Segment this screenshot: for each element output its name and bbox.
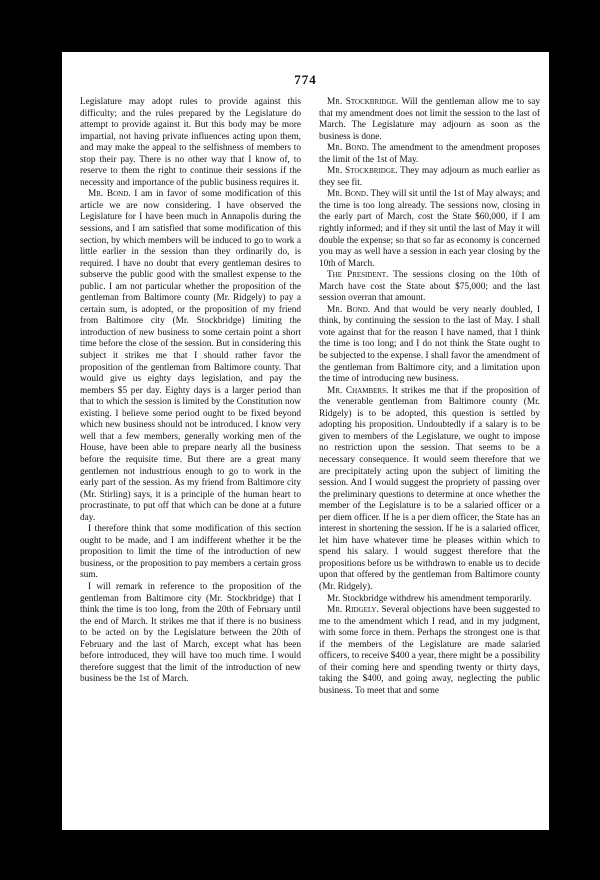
paragraph-text: It strikes me that if the proposition of the venerable gentleman from Baltimore county (Mr. Ridgely) is to be adopted, this question is settled by adopting his proposition. Undoubtedly if a salary is to be given to members of the Legislature, we ought to impose no restriction upon the session. That seems to be a necessary consequence. It would seem therefore that we are precipitately acting upon the subject of limiting the session. And I would suggest the propriety of passing over the preliminary questions to determine at once whether the member of the Legislature is to be a salaried officer or a per diem officer. If he is a per diem officer, the State has an interest in shortening the session. If he is a salaried officer, let him have whatever time he pleases within which to spend his salary. I would suggest therefore that the propositions before us be withdrawn to enable us to decide upon that offered by the gentleman from Baltimore county (Mr. Ridgely). [319, 385, 540, 592]
paragraph [80, 97, 301, 189]
paragraph-text: Legislature may adopt rules to provide against this difficulty; and the rules prepared by the Legislature do attempt to provide against it. But this body may be more impartial, not having private influences acting upon them, and may make the appeal to the selfishness of members to stop their pay. There is no other way that I know of, to reserve to them the right to continue their sessions if the necessity and importance of the public business requires it. [80, 97, 301, 188]
speaker-name: Mr. Stockbridge. [327, 97, 399, 107]
speaker-name: Mr. Chambers. [327, 385, 389, 396]
speaker-name: Mr. Bond. [327, 143, 370, 154]
paragraph [80, 189, 301, 524]
paragraph [319, 386, 540, 594]
paragraph-text: They will sit until the 1st of May always; and the time is too long already. The sessions now, closing in the early part of March, cost the State $60,000, if I am rightly informed; and if they sit until the last of May it will double the expense; so that so far as economy is concerned you may as well have a session in each year closing by the 10th of March. [319, 189, 540, 269]
paragraph [319, 166, 540, 189]
speaker-name: Mr. Bond. [327, 304, 371, 315]
paragraph [80, 582, 301, 686]
paragraph-text: I am in favor of some modification of this article we are now considering. I have observed the Legislature for I have been much in Annapolis during the sessions, and I am satisfied that some modification of this section, by which members will be induced to go to work a little earlier in the session than they ordinarily do, is required. I have no doubt that every gentleman desires to subserve the public good with the smallest expense to the public. I am not particular whether the proposition of the gentleman from Baltimore county (Mr. Ridgely) to pay a certain sum, is adopted, or the proposition of my friend from Baltimore city (Mr. Stockbridge) limiting the introduction of new business to some certain point a short time before the close of the session. But in considering this subject it strikes me that I should rather favor the proposition of the gentleman from Baltimore county. That would give us eighty days legislation, and pay the members $5 per day. Eighty days is a larger period than that to which the session is limited by the Constitution now existing. I believe some period ought to be fixed beyond which new business should not be introduced. I know very well that a few members, generally working men of the House, have been able to prepare nearly all the business before the requisite time. But there are a great many gentlemen not industrious enough to go to work in the early part of the session. As my friend from Baltimore city (Mr. Stirling) says, it is a principle of the human heart to procrastinate, to put off that which can be done at a future day. [80, 189, 301, 523]
right-column [319, 97, 540, 817]
paragraph-text: I will remark in reference to the proposition of the gentleman from Baltimore city (Mr. Stockbridge) that I think the time is too long, from the 20th of February until the end of March. It strikes me that if there is no business to be acted on by the Legislature between the 20th of February and the last of March, except what has been before introduced, they will have too much time. I would therefore suggest that the limit of the introduction of new business be the 1st of March. [80, 581, 301, 685]
paragraph [319, 594, 540, 606]
paragraph [319, 605, 540, 697]
paragraph-text: The amendment to the amendment proposes the limit of the 1st of May. [319, 143, 540, 165]
paragraph-text: Will the gentleman allow me to say that my amendment does not limit the session to the last of March. The Legislature may adjourn as soon as the business is done. [319, 97, 540, 142]
paragraph-text: The sessions closing on the 10th of March have cost the State about $75,000; and the last session overran that amount. [319, 270, 540, 304]
speaker-name: Mr. Stockbridge. [327, 166, 398, 177]
speaker-name: Mr. Bond. [327, 189, 369, 200]
paragraph-text: Mr. Stockbridge withdrew his amendment temporarily. [327, 593, 532, 604]
paragraph-text: I therefore think that some modification of this section ought to be made, and I am indifferent whether it be the proposition to limit the time of the introduction of new business, or the proposition to pay members a certain gross sum. [80, 524, 301, 581]
paragraph [319, 305, 540, 386]
page-number: 774 [294, 72, 317, 87]
speaker-name: Mr. Bond. [88, 189, 131, 200]
paragraph [319, 97, 540, 143]
paragraph-text: And that would be very nearly doubled, I think, by continuing the session to the last of May. I shall vote against that for the reason I have named, that I think the time is too long; and I do not think the State ought to be subjected to the expense. I shall favor the amendment of the gentleman from Baltimore city, and a limitation upon the time of introducing new business. [319, 304, 540, 385]
paragraph [80, 524, 301, 582]
speaker-name: Mr. Ridgely. [327, 605, 379, 616]
paragraph [319, 189, 540, 270]
paragraph-text: Several objections have been suggested to me to the amendment which I read, and in my judgment, with some force in them. Perhaps the strongest one is that if the members of the Legislature are made salaried officers, to receive $400 a year, there might be a possibility of their coming here and spending twenty or thirty days, taking the $400, and going away, neglecting the public business. To meet that and some [319, 605, 540, 696]
left-column [80, 97, 301, 817]
speaker-name: The President. [327, 270, 389, 281]
paragraph [319, 143, 540, 166]
paragraph-text: They may adjourn as much earlier as they see fit. [319, 166, 540, 188]
document-page [62, 52, 549, 830]
paragraph [319, 270, 540, 305]
